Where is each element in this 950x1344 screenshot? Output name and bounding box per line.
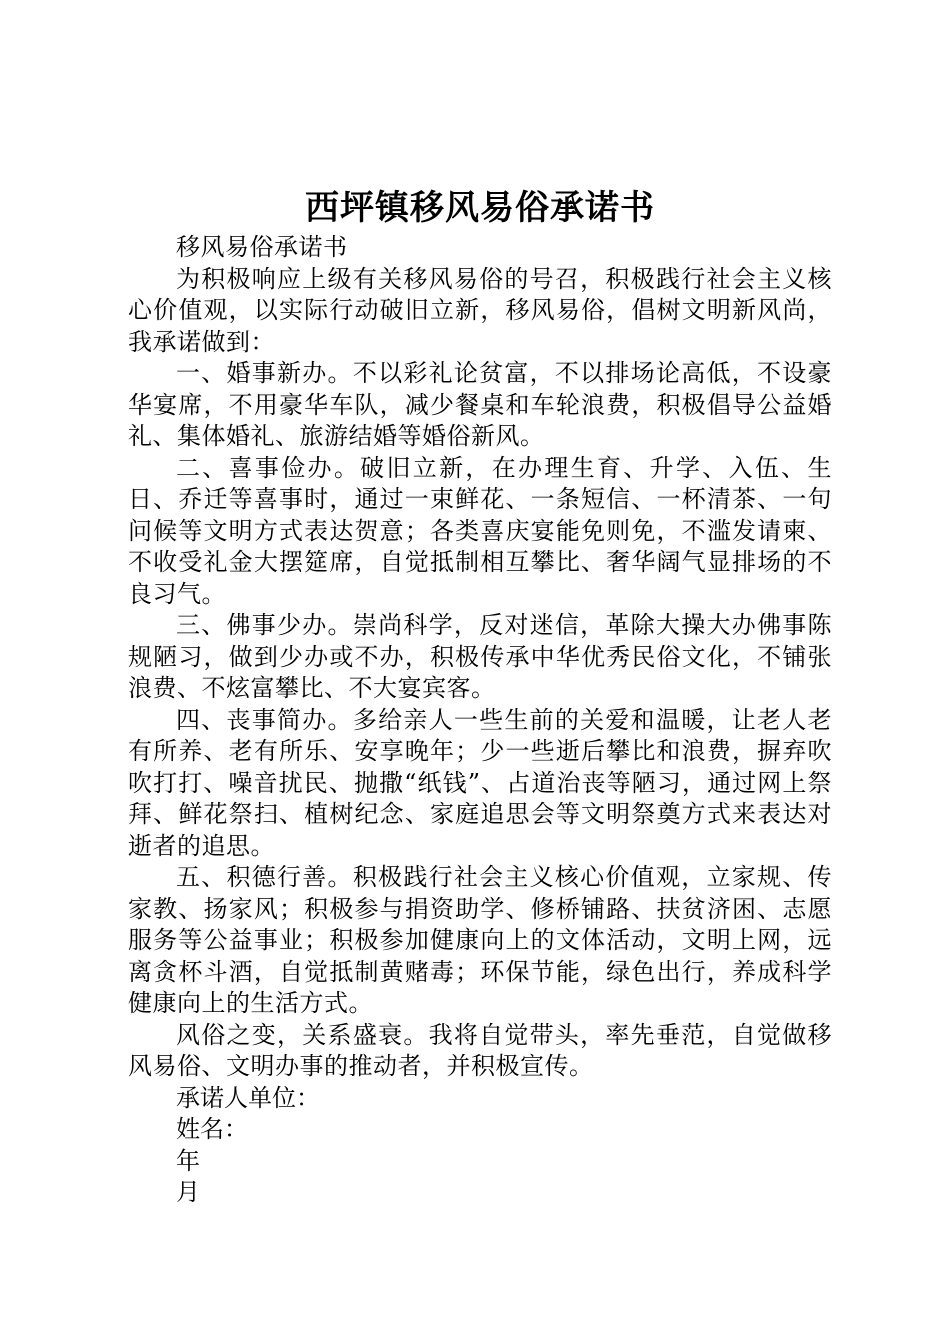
paragraph-good-deeds: 五、积德行善。积极践行社会主义核心价值观，立家规、传家教、扬家风；积极参与捐资助学、修桥铺路、扶贫济困、志愿服务等公益事业；积极参加健康向上的文体活动，文明上网，远离贪杯斗酒，自觉抵制黄赌毒；环保节能，绿色出行，养成科学健康向上的生活方式。 — [128, 863, 832, 1017]
paragraph-funeral: 四、丧事简办。多给亲人一些生前的关爱和温暖，让老人老有所养、老有所乐、安享晚年；少一些逝后攀比和浪费，摒弃吹吹打打、噪音扰民、抛撒“纸钱”、占道治丧等陋习，通过网上祭拜、鲜花祭扫、植树纪念、家庭追思会等文明祭奠方式来表达对逝者的追思。 — [128, 705, 832, 860]
signature-month-label: 月 — [176, 1178, 200, 1206]
signature-block — [128, 1083, 832, 1209]
paragraph-wedding: 一、婚事新办。不以彩礼论贫富，不以排场论高低，不设豪华宴席，不用豪华车队，减少餐桌和车轮浪费，积极倡导公益婚礼、集体婚礼、旅游结婚等婚俗新风。 — [128, 359, 832, 450]
signature-unit-label: 承诺人单位： — [176, 1083, 320, 1112]
document-page — [128, 186, 832, 1209]
paragraph-buddhist-rites: 三、佛事少办。崇尚科学，反对迷信，革除大操大办佛事陈规陋习，做到少办或不办，积极传承中华优秀民俗文化，不铺张浪费、不炫富攀比、不大宴宾客。 — [128, 611, 832, 702]
document-subtitle: 移风易俗承诺书 — [176, 233, 348, 261]
paragraph-celebration: 二、喜事俭办。破旧立新，在办理生育、升学、入伍、生日、乔迁等喜事时，通过一束鲜花、一条短信、一杯清茶、一句问候等文明方式表达贺意；各类喜庆宴能免则免，不滥发请柬、不收受礼金大摆筵席，自觉抵制相互攀比、奢华阔气显排场的不良习气。 — [128, 453, 832, 608]
signature-year-label: 年 — [176, 1146, 200, 1175]
document-title: 西坪镇移风易俗承诺书 — [305, 188, 655, 228]
signature-name-label: 姓名： — [176, 1115, 248, 1143]
paragraph-conclusion: 风俗之变，关系盛衰。我将自觉带头，率先垂范，自觉做移风易俗、文明办事的推动者，并积极宣传。 — [128, 1020, 832, 1080]
paragraph-intro: 为积极响应上级有关移风易俗的号召，积极践行社会主义核心价值观，以实际行动破旧立新，移风易俗，倡树文明新风尚，我承诺做到： — [128, 264, 832, 356]
